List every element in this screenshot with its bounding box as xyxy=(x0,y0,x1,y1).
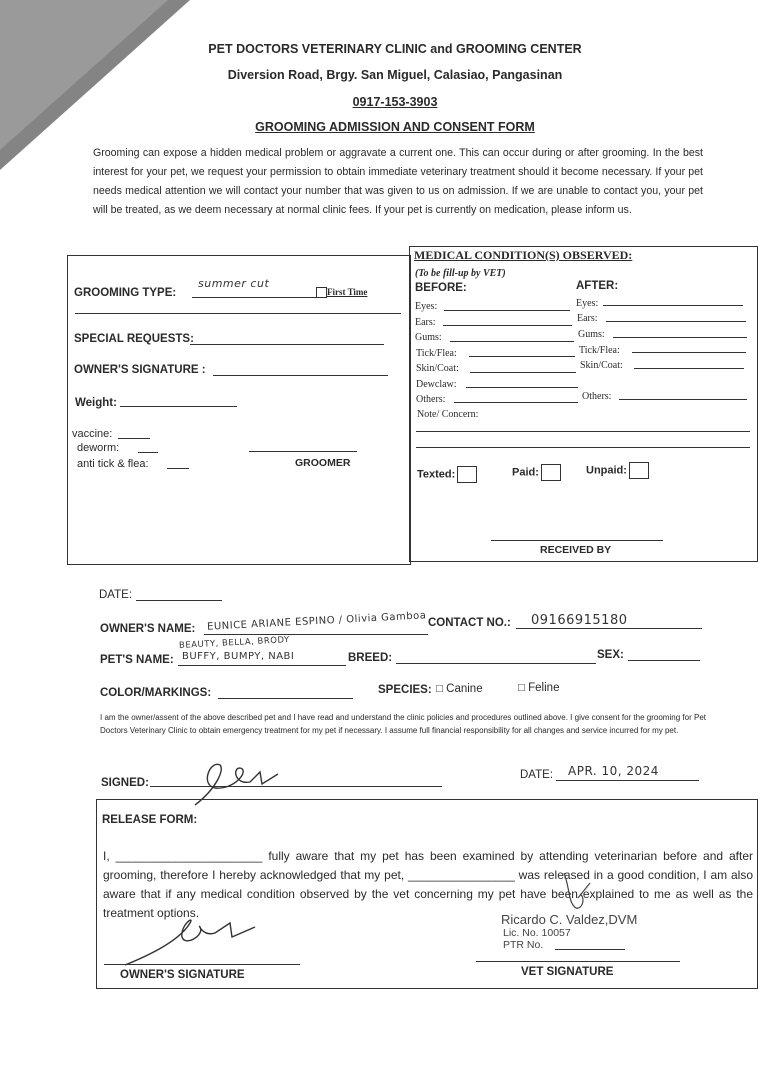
groomer-label: GROOMER xyxy=(295,457,351,469)
unpaid-checkbox[interactable] xyxy=(629,462,649,479)
gums-before-label: Gums: xyxy=(415,332,442,343)
ears-after-label: Ears: xyxy=(577,313,598,324)
tickflea-after-label: Tick/Flea: xyxy=(579,345,620,356)
contact-label: CONTACT NO.: xyxy=(428,617,511,629)
owner-name-value[interactable]: EUNICE ARIANE ESPINO / Olivia Gamboa xyxy=(206,610,427,633)
breed-label: BREED: xyxy=(348,652,393,664)
vet-ptr: PTR No. xyxy=(503,939,544,951)
weight-label: Weight: xyxy=(75,397,117,409)
eyes-after-label: Eyes: xyxy=(576,298,599,309)
others-after-label: Others: xyxy=(582,391,612,402)
vet-signature-drawing xyxy=(556,868,596,918)
after-heading: AFTER: xyxy=(576,280,619,292)
received-by-label: RECEIVED BY xyxy=(540,544,612,556)
deworm-label: deworm: xyxy=(77,442,120,454)
release-owner-signature-label: OWNER'S SIGNATURE xyxy=(120,969,245,981)
special-requests-label: SPECIAL REQUESTS: xyxy=(74,333,194,345)
paid-label: Paid: xyxy=(512,466,539,479)
pet-names-extra[interactable]: BEAUTY, BELLA, BRODY xyxy=(178,635,291,651)
clinic-name: PET DOCTORS VETERINARY CLINIC and GROOMING CENTER xyxy=(208,42,582,56)
eyes-before-label: Eyes: xyxy=(415,301,438,312)
owner-signature-label: OWNER'S SIGNATURE : xyxy=(74,364,206,376)
release-form-title: RELEASE FORM: xyxy=(102,814,198,826)
sex-label: SEX: xyxy=(597,649,624,661)
vet-license: Lic. No. 10057 xyxy=(503,927,571,939)
unpaid-field[interactable] xyxy=(586,462,649,479)
skincoat-after-label: Skin/Coat: xyxy=(580,360,623,371)
anti-tick-label: anti tick & flea: xyxy=(77,458,149,470)
paid-checkbox[interactable] xyxy=(541,464,561,481)
before-heading: BEFORE: xyxy=(415,282,467,294)
medical-title: MEDICAL CONDITION(S) OBSERVED: xyxy=(414,248,633,262)
species-canine-option[interactable]: □ Canine xyxy=(436,683,483,695)
skincoat-before-label: Skin/Coat: xyxy=(416,363,459,374)
note-concern-label: Note/ Concern: xyxy=(417,409,479,420)
consent-statement: I am the owner/assent of the above described pet and I have read and understand the clinic policies and procedures outlined above. I give consent for the grooming for Pet Doctors Veterinary Clinic to obtain emergency treatment for my pet if necessary. I assume full financial responsibility for all changes and service incurred for my pet. xyxy=(100,713,706,735)
release-text: I, ______________________ fully aware that my pet has been examined by attending veterinarian before and after grooming, therefore I hereby acknowledged that my pet, ________________ was released in a good condition, I am also aware that if any medical condition observed by the vet concerning my pet have been explained to me as well as the treatment options. xyxy=(103,849,753,920)
ears-before-label: Ears: xyxy=(415,317,436,328)
vaccine-label: vaccine: xyxy=(72,428,113,440)
texted-checkbox[interactable] xyxy=(457,466,477,483)
paid-field[interactable] xyxy=(512,464,561,481)
signed-date-value[interactable]: APR. 10, 2024 xyxy=(568,764,659,778)
vet-name: Ricardo C. Valdez,DVM xyxy=(501,912,638,927)
intro-paragraph: Grooming can expose a hidden medical problem or aggravate a current one. This can occur during or after grooming. In the best interest for your pet, we request your permission to obtain immediate veterinary treatment should it become necessary. If your pet needs medical attention we will contact your number that was given to us on admission. If we are unable to contact you, your pet will be treated, as we deem necessary at normal clinic fees. If your pet is currently on medication, please inform us. xyxy=(93,147,703,216)
signed-date-label: DATE: xyxy=(520,769,554,781)
unpaid-label: Unpaid: xyxy=(586,464,627,477)
first-time-checkbox[interactable] xyxy=(316,287,327,298)
clinic-phone: 0917-153-3903 xyxy=(352,95,438,109)
gums-after-label: Gums: xyxy=(578,329,605,340)
texted-field[interactable] xyxy=(417,466,477,483)
grooming-section xyxy=(67,255,411,565)
species-feline-option[interactable]: □ Feline xyxy=(518,682,560,694)
pet-name-label: PET'S NAME: xyxy=(100,654,174,666)
date-label: DATE: xyxy=(99,589,133,601)
grooming-type-label: GROOMING TYPE: xyxy=(74,287,177,299)
first-time-option[interactable] xyxy=(316,287,367,298)
clinic-address: Diversion Road, Brgy. San Miguel, Calasiao, Pangasinan xyxy=(227,68,563,82)
tickflea-before-label: Tick/Flea: xyxy=(416,348,457,359)
release-owner-signature-drawing xyxy=(120,915,270,970)
vet-signature-label: VET SIGNATURE xyxy=(521,966,614,978)
others-before-label: Others: xyxy=(416,394,446,405)
grooming-type-value[interactable]: summer cut xyxy=(198,277,270,290)
species-label: SPECIES: xyxy=(378,684,432,696)
dewclaw-label: Dewclaw: xyxy=(416,379,457,390)
contact-value[interactable]: 09166915180 xyxy=(531,613,628,628)
pet-name-value[interactable]: BUFFY, BUMPY, NABI xyxy=(182,651,295,662)
color-markings-label: COLOR/MARKINGS: xyxy=(100,687,212,699)
form-title: GROOMING ADMISSION AND CONSENT FORM xyxy=(255,120,535,134)
first-time-label: First Time xyxy=(327,287,368,297)
texted-label: Texted: xyxy=(417,468,456,481)
medical-note: (To be fill-up by VET) xyxy=(415,268,506,279)
owner-name-label: OWNER'S NAME: xyxy=(100,623,196,635)
signed-label: SIGNED: xyxy=(101,777,149,789)
